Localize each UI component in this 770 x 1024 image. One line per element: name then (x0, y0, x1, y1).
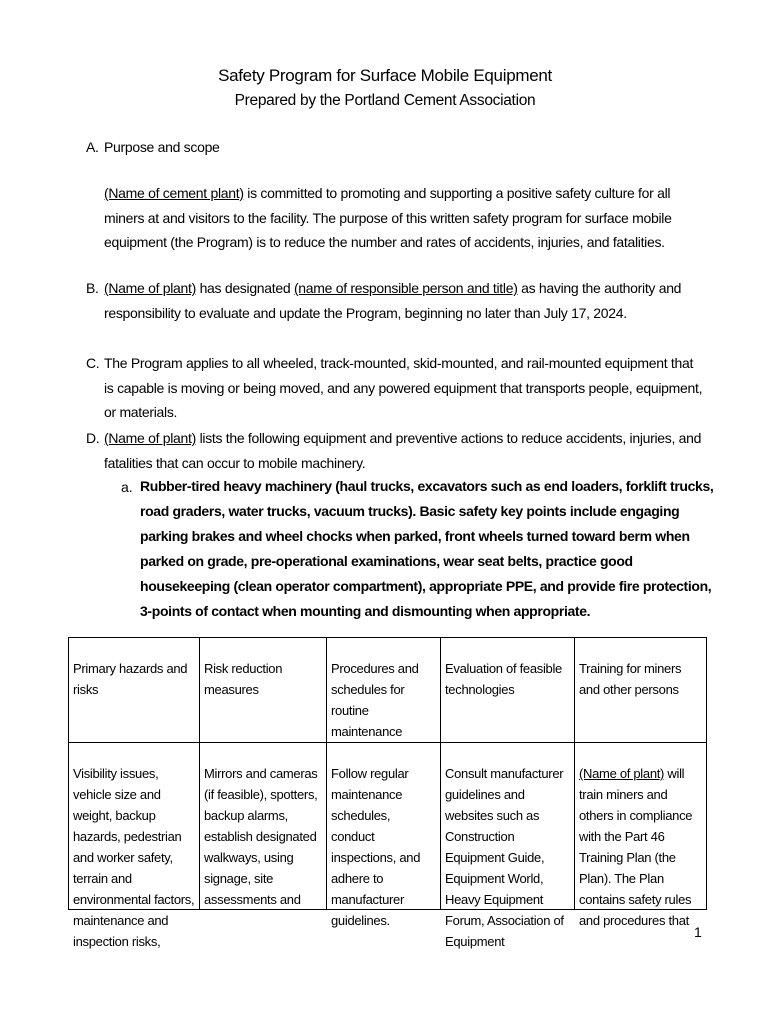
document-subtitle: Prepared by the Portland Cement Association (234, 92, 536, 109)
table-cell: Consult manufacturer guidelines and websites such as Construction Equipment Guide, Equipment World, Heavy Equipment Forum, Association of Equipment (441, 743, 575, 910)
subsection-a-label: a. (121, 479, 133, 495)
section-b-body: (Name of plant) has designated (name of responsible person and title) as having the authority and responsibility to evaluate and update the Program, beginning no later than July 17, 2024. (104, 280, 682, 321)
subsection-a-body: Rubber-tired heavy machinery (haul trucks, excavators such as end loaders, forklift trucks, road graders, water trucks, vacuum trucks). Basic safety key points include engaging parking brakes and wheel chocks when parked, front wheels turned toward berm when parked on grade, pre-operational examinations, wear seat belts, practice good housekeeping (clean operator compartment), appropriate PPE, and provide fire protection, 3-points of contact when mounting and dismounting when appropriate. (140, 478, 714, 619)
table-row (69, 743, 707, 910)
plant-name-placeholder-d: (Name of plant) (104, 430, 196, 446)
section-c-body: The Program applies to all wheeled, track-mounted, skid-mounted, and rail-mounted equipment that is capable is moving or being moved, and any powered equipment that transports people, equipment, or materials. (104, 355, 703, 420)
document-title: Safety Program for Surface Mobile Equipment (218, 66, 552, 85)
responsible-person-placeholder: (name of responsible person and title) (293, 280, 518, 296)
section-d-label: D. (86, 430, 100, 446)
table-cell: Follow regular maintenance schedules, conduct inspections, and adhere to manufacturer guidelines. (327, 743, 441, 910)
table-cell: Visibility issues, vehicle size and weight, backup hazards, pedestrian and worker safety, terrain and environmental factors, maintenance and inspection risks, (69, 743, 200, 910)
equipment-table (68, 637, 707, 949)
plant-name-placeholder: (Name of plant) (104, 280, 196, 296)
table-cell: (Name of plant) will train miners and others in compliance with the Part 46 Training Plan (the Plan). The Plan contains safety rules and procedures that (575, 743, 707, 910)
section-b-label: B. (86, 280, 99, 296)
plant-name-placeholder-table: (Name of plant) (579, 766, 665, 781)
section-a-heading: Purpose and scope (104, 139, 220, 155)
table-header-cell: Evaluation of feasible technologies (441, 638, 575, 743)
table-header-cell: Risk reduction measures (200, 638, 327, 743)
table-header-cell: Primary hazards and risks (69, 638, 200, 743)
table-header-cell: Training for miners and other persons (575, 638, 707, 743)
page-number: 1 (694, 924, 702, 940)
section-a-body: (Name of cement plant) is committed to promoting and supporting a positive safety culture for all miners at and visitors to the facility. The purpose of this written safety program for surface mobile equipment (the Program) is to reduce the number and rates of accidents, injuries, and fatalities. (104, 185, 672, 250)
table-header-row (69, 638, 707, 743)
section-d-body: (Name of plant) lists the following equipment and preventive actions to reduce accidents, injuries, and fatalities that can occur to mobile machinery. (104, 430, 702, 471)
table-header-cell: Procedures and schedules for routine maintenance (327, 638, 441, 743)
section-c-label: C. (86, 355, 100, 371)
cement-plant-placeholder: (Name of cement plant) (104, 185, 244, 201)
section-a-label: A. (86, 139, 99, 155)
table-cell: Mirrors and cameras (if feasible), spotters, backup alarms, establish designated walkways, using signage, site assessments and (200, 743, 327, 910)
